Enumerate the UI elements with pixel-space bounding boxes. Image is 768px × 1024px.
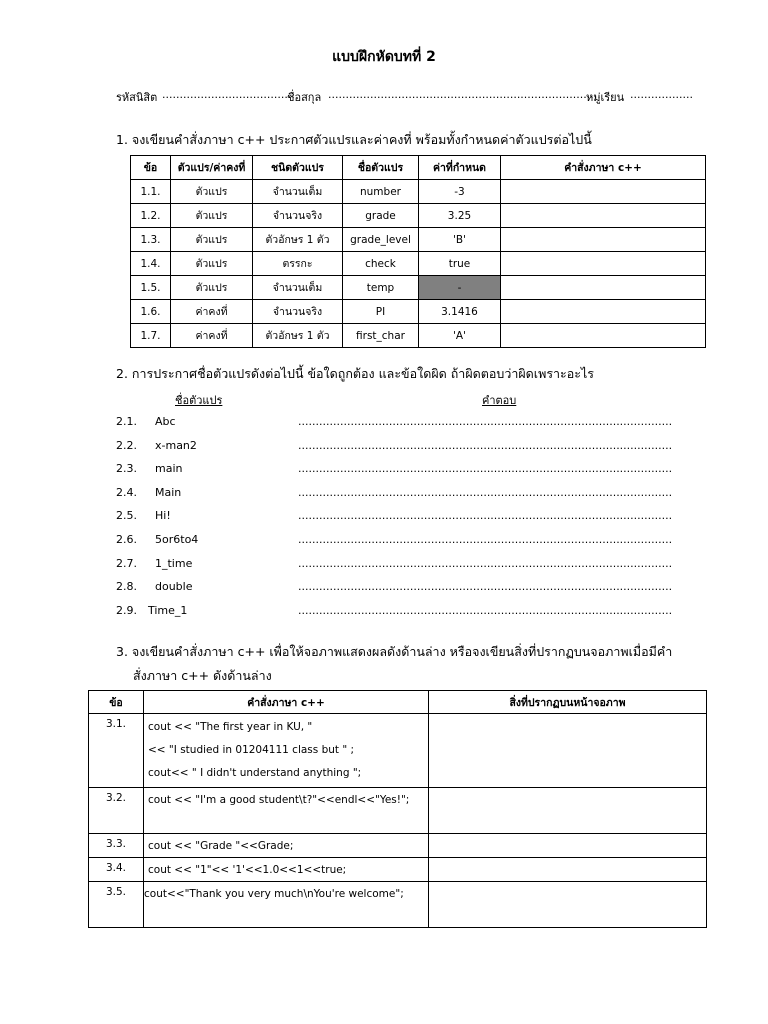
question-3-text-continued: สั่งภาษา c++ ดังด้านล่าง [133, 668, 272, 683]
question-1-text: 1. จงเขียนคำสั่งภาษา c++ ประกาศตัวแปรและค่าคงที่ พร้อมทั้งกำหนดค่าตัวแปรต่อไปนี้ [116, 132, 592, 147]
cell-value-shaded: - [419, 276, 501, 300]
code-line: cout << "The first year in KU, " [148, 721, 313, 733]
answer-cell[interactable] [429, 834, 707, 858]
answer-blank[interactable]: ........................................................................................................... [298, 439, 673, 452]
cell-no: 1.3. [131, 228, 171, 252]
cell-no: 1.6. [131, 300, 171, 324]
table-header-row [131, 156, 706, 180]
cell-name: grade_level [343, 228, 419, 252]
item-number: 2.4. [116, 486, 137, 499]
answer-cell[interactable] [501, 180, 706, 204]
answer-blank[interactable]: ........................................................................................................... [298, 462, 673, 475]
col-header-no: ข้อ [131, 156, 171, 180]
cell-no: 1.7. [131, 324, 171, 348]
code-line: cout << "1"<< '1'<<1.0<<1<<true; [148, 864, 347, 876]
answer-cell[interactable] [501, 204, 706, 228]
cell-type: ตรรกะ [253, 252, 343, 276]
question-1-table [130, 155, 706, 348]
item-variable-name: Hi! [155, 509, 171, 522]
table-row [131, 324, 706, 348]
cell-kind: ตัวแปร [171, 204, 253, 228]
item-number: 2.8. [116, 580, 137, 593]
cell-value: 'B' [419, 228, 501, 252]
answer-cell[interactable] [429, 858, 707, 882]
answer-blank[interactable]: ........................................................................................................... [298, 557, 673, 570]
question-3-text: 3. จงเขียนคำสั่งภาษา c++ เพื่อให้จอภาพแสดงผลดังด้านล่าง หรือจงเขียนสิ่งที่ปรากฏบนจอภาพเมื่อมีคำ [116, 644, 673, 659]
cell-name: check [343, 252, 419, 276]
cell-type: ตัวอักษร 1 ตัว [253, 228, 343, 252]
code-line: cout << "Grade "<<Grade; [148, 840, 294, 852]
cell-cpp [144, 882, 429, 928]
answer-cell[interactable] [501, 228, 706, 252]
item-number: 2.2. [116, 439, 137, 452]
answer-blank[interactable]: ........................................................................................................... [298, 580, 673, 593]
section-label: หมู่เรียน [586, 91, 625, 104]
cell-no: 1.4. [131, 252, 171, 276]
cell-name: grade [343, 204, 419, 228]
cell-no: 3.2. [89, 788, 144, 834]
cell-type: จำนวนเต็ม [253, 276, 343, 300]
cell-kind: ค่าคงที่ [171, 324, 253, 348]
answer-cell[interactable] [501, 276, 706, 300]
table-header-row [89, 691, 707, 714]
table-row [131, 180, 706, 204]
cell-cpp [144, 714, 429, 788]
cell-no: 1.2. [131, 204, 171, 228]
answer-cell[interactable] [501, 324, 706, 348]
item-variable-name: 5or6to4 [155, 533, 199, 546]
table-row [89, 882, 707, 928]
cell-name: temp [343, 276, 419, 300]
answer-cell[interactable] [501, 252, 706, 276]
col-header-value: ค่าที่กำหนด [419, 156, 501, 180]
cell-type: จำนวนจริง [253, 204, 343, 228]
cell-cpp [144, 834, 429, 858]
cell-kind: ตัวแปร [171, 252, 253, 276]
column-label-answer: คำตอบ [482, 394, 517, 407]
student-id-blank[interactable]: ...................................... [162, 88, 295, 101]
column-label-variable-name: ชื่อตัวแปร [175, 394, 223, 407]
item-number: 2.6. [116, 533, 137, 546]
cell-type: ตัวอักษร 1 ตัว [253, 324, 343, 348]
answer-blank[interactable]: ........................................................................................................... [298, 415, 673, 428]
cell-value: 3.25 [419, 204, 501, 228]
cell-name: first_char [343, 324, 419, 348]
code-line: cout<<"Thank you very much\nYou're welcome"; [144, 888, 404, 900]
code-line: << "I studied in 01204111 class but " ; [148, 744, 355, 756]
item-number: 2.3. [116, 462, 137, 475]
item-variable-name: 1_time [155, 557, 193, 570]
item-variable-name: Main [155, 486, 182, 499]
question-3-table [88, 690, 707, 928]
answer-blank[interactable]: ........................................................................................................... [298, 486, 673, 499]
name-blank[interactable]: .............................................................................. [328, 88, 601, 101]
answer-blank[interactable]: ........................................................................................................... [298, 533, 673, 546]
cell-no: 3.5. [89, 882, 144, 928]
student-id-label: รหัสนิสิต [116, 91, 158, 104]
cell-cpp [144, 788, 429, 834]
col-header-kind: ตัวแปร/ค่าคงที่ [171, 156, 253, 180]
item-variable-name: main [155, 462, 183, 475]
table-row [131, 252, 706, 276]
cell-kind: ตัวแปร [171, 276, 253, 300]
col-header-screen-output: สิ่งที่ปรากฏบนหน้าจอภาพ [429, 691, 707, 714]
question-2-text: 2. การประกาศชื่อตัวแปรดังต่อไปนี้ ข้อใดถูกต้อง และข้อใดผิด ถ้าผิดตอบว่าผิดเพราะอะไร [116, 366, 594, 381]
col-header-name: ชื่อตัวแปร [343, 156, 419, 180]
cell-no: 3.3. [89, 834, 144, 858]
col-header-type: ชนิดตัวแปร [253, 156, 343, 180]
item-number: 2.1. [116, 415, 137, 428]
code-line: cout<< " I didn't understand anything "; [148, 767, 362, 779]
page-title: แบบฝึกหัดบทที่ 2 [332, 49, 436, 65]
item-variable-name: Abc [155, 415, 176, 428]
cell-value: 3.1416 [419, 300, 501, 324]
table-row [89, 788, 707, 834]
answer-blank[interactable]: ........................................................................................................... [298, 509, 673, 522]
table-row [131, 276, 706, 300]
item-number: 2.9. [116, 604, 137, 617]
name-label: ชื่อสกุล [287, 91, 322, 104]
cell-value: true [419, 252, 501, 276]
item-number: 2.5. [116, 509, 137, 522]
col-header-no: ข้อ [89, 691, 144, 714]
answer-cell[interactable] [501, 300, 706, 324]
item-variable-name: double [155, 580, 193, 593]
col-header-cpp: คำสั่งภาษา c++ [144, 691, 429, 714]
table-row [89, 858, 707, 882]
cell-kind: ค่าคงที่ [171, 300, 253, 324]
item-number: 2.7. [116, 557, 137, 570]
cell-kind: ตัวแปร [171, 180, 253, 204]
cell-no: 3.4. [89, 858, 144, 882]
table-row [89, 834, 707, 858]
item-variable-name: Time_1 [148, 604, 188, 617]
answer-cell[interactable] [429, 714, 707, 788]
answer-cell[interactable] [429, 788, 707, 834]
cell-value: 'A' [419, 324, 501, 348]
col-header-cpp: คำสั่งภาษา c++ [501, 156, 706, 180]
code-line: cout << "I'm a good student\t?"<<endl<<"Yes!"; [148, 794, 410, 806]
cell-name: number [343, 180, 419, 204]
table-row [131, 300, 706, 324]
cell-name: PI [343, 300, 419, 324]
cell-value: -3 [419, 180, 501, 204]
table-row [89, 714, 707, 788]
cell-type: จำนวนจริง [253, 300, 343, 324]
table-row [131, 204, 706, 228]
answer-blank[interactable]: ........................................................................................................... [298, 604, 673, 617]
table-row [131, 228, 706, 252]
cell-no: 1.1. [131, 180, 171, 204]
cell-type: จำนวนเต็ม [253, 180, 343, 204]
cell-no: 1.5. [131, 276, 171, 300]
cell-kind: ตัวแปร [171, 228, 253, 252]
section-blank[interactable]: .................. [630, 88, 693, 101]
cell-cpp [144, 858, 429, 882]
answer-cell[interactable] [429, 882, 707, 928]
item-variable-name: x-man2 [155, 439, 197, 452]
cell-no: 3.1. [89, 714, 144, 788]
